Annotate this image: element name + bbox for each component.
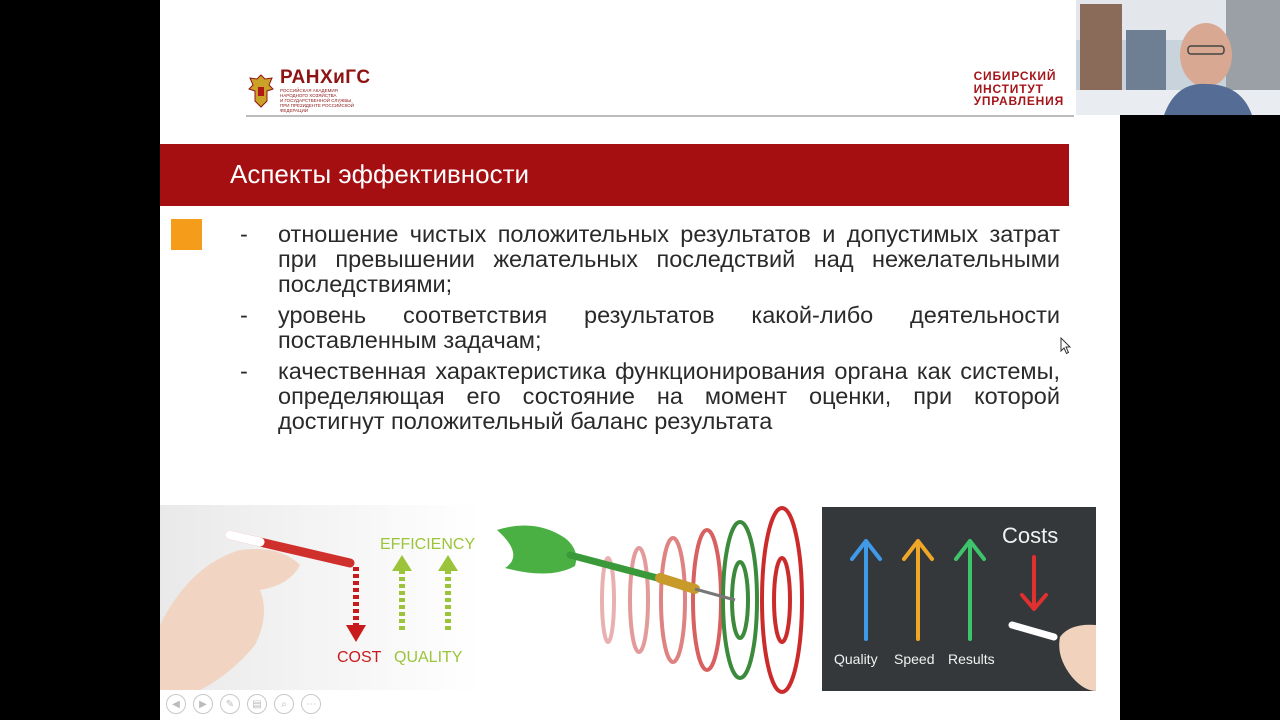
slides-icon[interactable]: ▤ <box>247 694 267 714</box>
quality-label: QUALITY <box>394 649 463 666</box>
ranepa-logo <box>248 68 371 113</box>
webcam-video <box>1076 0 1280 115</box>
title-band <box>160 144 1069 206</box>
more-icon[interactable]: ⋯ <box>301 694 321 714</box>
costs-label: Costs <box>1002 523 1059 548</box>
chalkboard-illustration <box>822 507 1096 691</box>
slide-title: Аспекты эффективности <box>230 159 530 189</box>
bullet-square <box>171 219 202 250</box>
pen-icon[interactable]: ✎ <box>220 694 240 714</box>
efficiency-label: EFFICIENCY <box>380 536 476 553</box>
siberian-institute-logo <box>974 70 1064 108</box>
ranepa-subtitle-line: ПРИ ПРЕЗИДЕНТЕ РОССИЙСКОЙ ФЕДЕРАЦИИ <box>280 103 355 113</box>
ranepa-subtitle-line: РОССИЙСКАЯ АКАДЕМИЯ НАРОДНОГО ХОЗЯЙСТВА <box>280 88 338 98</box>
chalk-label-quality: Quality <box>834 651 878 667</box>
list-item <box>240 222 1060 297</box>
efficiency-illustration <box>160 505 480 690</box>
next-icon[interactable]: ▶ <box>193 694 213 714</box>
cost-label: COST <box>337 649 382 666</box>
eagle-emblem-icon <box>248 73 274 109</box>
list-dash: - <box>240 221 248 247</box>
header-divider <box>246 115 1074 117</box>
logo-right-line: ИНСТИТУТ <box>973 81 1044 96</box>
chalk-label-results: Results <box>948 651 995 667</box>
logo-right-line: СИБИРСКИЙ <box>973 69 1057 83</box>
list-item <box>240 303 1060 353</box>
presenter-head <box>1180 23 1232 87</box>
chalk-label-speed: Speed <box>894 651 935 667</box>
slide-player-controls <box>166 694 321 714</box>
list-dash: - <box>240 358 248 384</box>
list-item-text: качественная характеристика функционирования органа как системы, определяющая его состояние на момент оценки, при которой достигнут положительный баланс результата <box>278 358 1060 434</box>
logo-right-line: УПРАВЛЕНИЯ <box>973 94 1064 108</box>
ranepa-name: РАНХиГС <box>280 67 371 88</box>
ranepa-subtitle-line: И ГОСУДАРСТВЕННОЙ СЛУЖБЫ <box>280 98 352 103</box>
list-item-text: уровень соответствия результатов какой-либо деятельности поставленным задачам; <box>278 302 1060 353</box>
list-item <box>240 359 1060 434</box>
list-dash: - <box>240 302 248 328</box>
prev-icon[interactable]: ◀ <box>166 694 186 714</box>
ranepa-subtitle <box>280 88 360 113</box>
list-item-text: отношение чистых положительных результатов и допустимых затрат при превышении желательных последствий над нежелательными последствиями; <box>278 221 1060 297</box>
mouse-cursor-icon <box>1060 337 1072 355</box>
bullet-list <box>240 222 1060 440</box>
dart-target-illustration <box>495 500 805 695</box>
zoom-icon[interactable]: ⌕ <box>274 694 294 714</box>
presentation-slide <box>160 0 1120 720</box>
